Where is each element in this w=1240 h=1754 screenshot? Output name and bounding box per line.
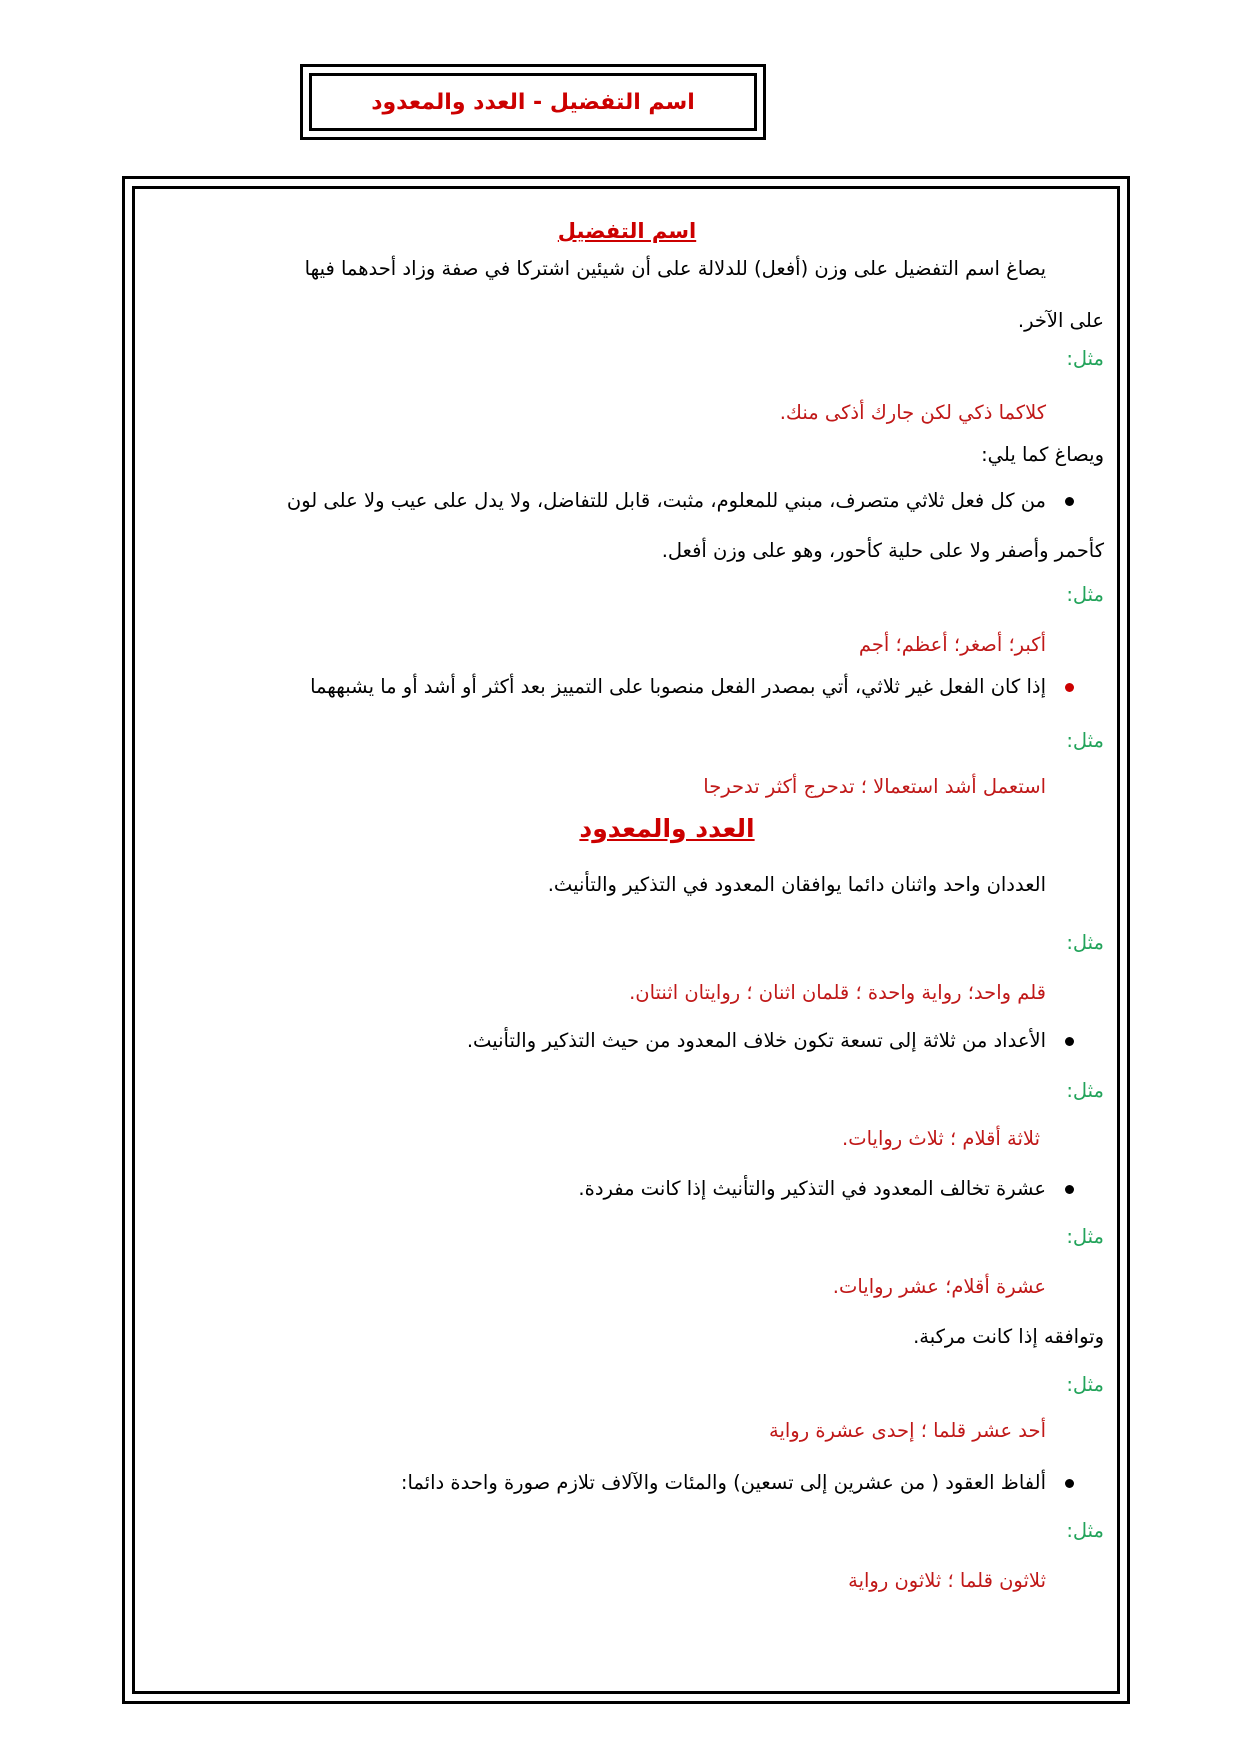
example-label: مثل: bbox=[1066, 1079, 1104, 1102]
bullet-continuation: كأحمر وأصفر ولا على حلية كأحور، وهو على وزن أفعل. bbox=[661, 539, 1104, 562]
bullet-icon bbox=[1065, 1037, 1074, 1046]
section-heading-number: العدد والمعدود bbox=[579, 814, 755, 843]
bullet-item bbox=[150, 674, 1104, 728]
lesson-content bbox=[150, 218, 1104, 1608]
bullet-icon bbox=[1065, 497, 1074, 506]
example-label: مثل: bbox=[1066, 729, 1104, 752]
rule-text: العددان واحد واثنان دائما يوافقان المعدود في التذكير والتأنيث. bbox=[547, 873, 1046, 896]
intro-line-1: يصاغ اسم التفضيل على وزن (أفعل) للدلالة على أن شيئين اشتركا في صفة وزاد أحدهما فيها bbox=[304, 257, 1046, 280]
example-text: أكبر؛ أصغر؛ أعظم؛ أجم bbox=[858, 633, 1046, 656]
example-text: ثلاثة أقلام ؛ ثلاث روايات. bbox=[842, 1127, 1040, 1150]
bullet-text: الأعداد من ثلاثة إلى تسعة تكون خلاف المعدود من حيث التذكير والتأنيث. bbox=[466, 1029, 1046, 1052]
bullet-item bbox=[150, 1470, 1104, 1518]
intro-line-2: على الآخر. bbox=[1017, 309, 1104, 332]
bullet-text: ألفاظ العقود ( من عشرين إلى تسعين) والمئات والآلاف تلازم صورة واحدة دائما: bbox=[400, 1471, 1046, 1494]
example-text: استعمل أشد استعمالا ؛ تدحرج أكثر تدحرجا bbox=[703, 775, 1046, 798]
page-title: اسم التفضيل - العدد والمعدود bbox=[309, 73, 757, 131]
bullet-text: من كل فعل ثلاثي متصرف، مبني للمعلوم، مثبت، قابل للتفاضل، ولا يدل على عيب ولا على لون bbox=[286, 489, 1046, 512]
example-text: عشرة أقلام؛ عشر روايات. bbox=[832, 1275, 1046, 1298]
example-label: مثل: bbox=[1066, 1519, 1104, 1542]
example-text: ثلاثون قلما ؛ ثلاثون رواية bbox=[848, 1569, 1046, 1592]
example-label: مثل: bbox=[1066, 583, 1104, 606]
example-label: مثل: bbox=[1066, 1225, 1104, 1248]
bullet-text: إذا كان الفعل غير ثلاثي، أتي بمصدر الفعل منصوبا على التمييز بعد أكثر أو أشد أو ما يشبههما bbox=[310, 675, 1046, 698]
how-formed-text: ويصاغ كما يلي: bbox=[981, 443, 1104, 466]
bullet-icon bbox=[1065, 683, 1074, 692]
bullet-icon bbox=[1065, 1185, 1074, 1194]
example-text: أحد عشر قلما ؛ إحدى عشرة رواية bbox=[769, 1419, 1046, 1442]
example-label: مثل: bbox=[1066, 347, 1104, 370]
example-label: مثل: bbox=[1066, 1373, 1104, 1396]
rule-text: وتوافقه إذا كانت مركبة. bbox=[913, 1325, 1104, 1348]
bullet-icon bbox=[1065, 1479, 1074, 1488]
bullet-item bbox=[150, 488, 1104, 538]
bullet-item bbox=[150, 1028, 1104, 1078]
title-box bbox=[300, 64, 766, 140]
example-text: كلاكما ذكي لكن جارك أذكى منك. bbox=[779, 401, 1046, 424]
example-label: مثل: bbox=[1066, 931, 1104, 954]
example-text: قلم واحد؛ رواية واحدة ؛ قلمان اثنان ؛ روايتان اثنتان. bbox=[629, 981, 1046, 1004]
section-heading-superlative: اسم التفضيل bbox=[557, 219, 697, 243]
bullet-text: عشرة تخالف المعدود في التذكير والتأنيث إذا كانت مفردة. bbox=[578, 1177, 1046, 1200]
bullet-item bbox=[150, 1176, 1104, 1224]
